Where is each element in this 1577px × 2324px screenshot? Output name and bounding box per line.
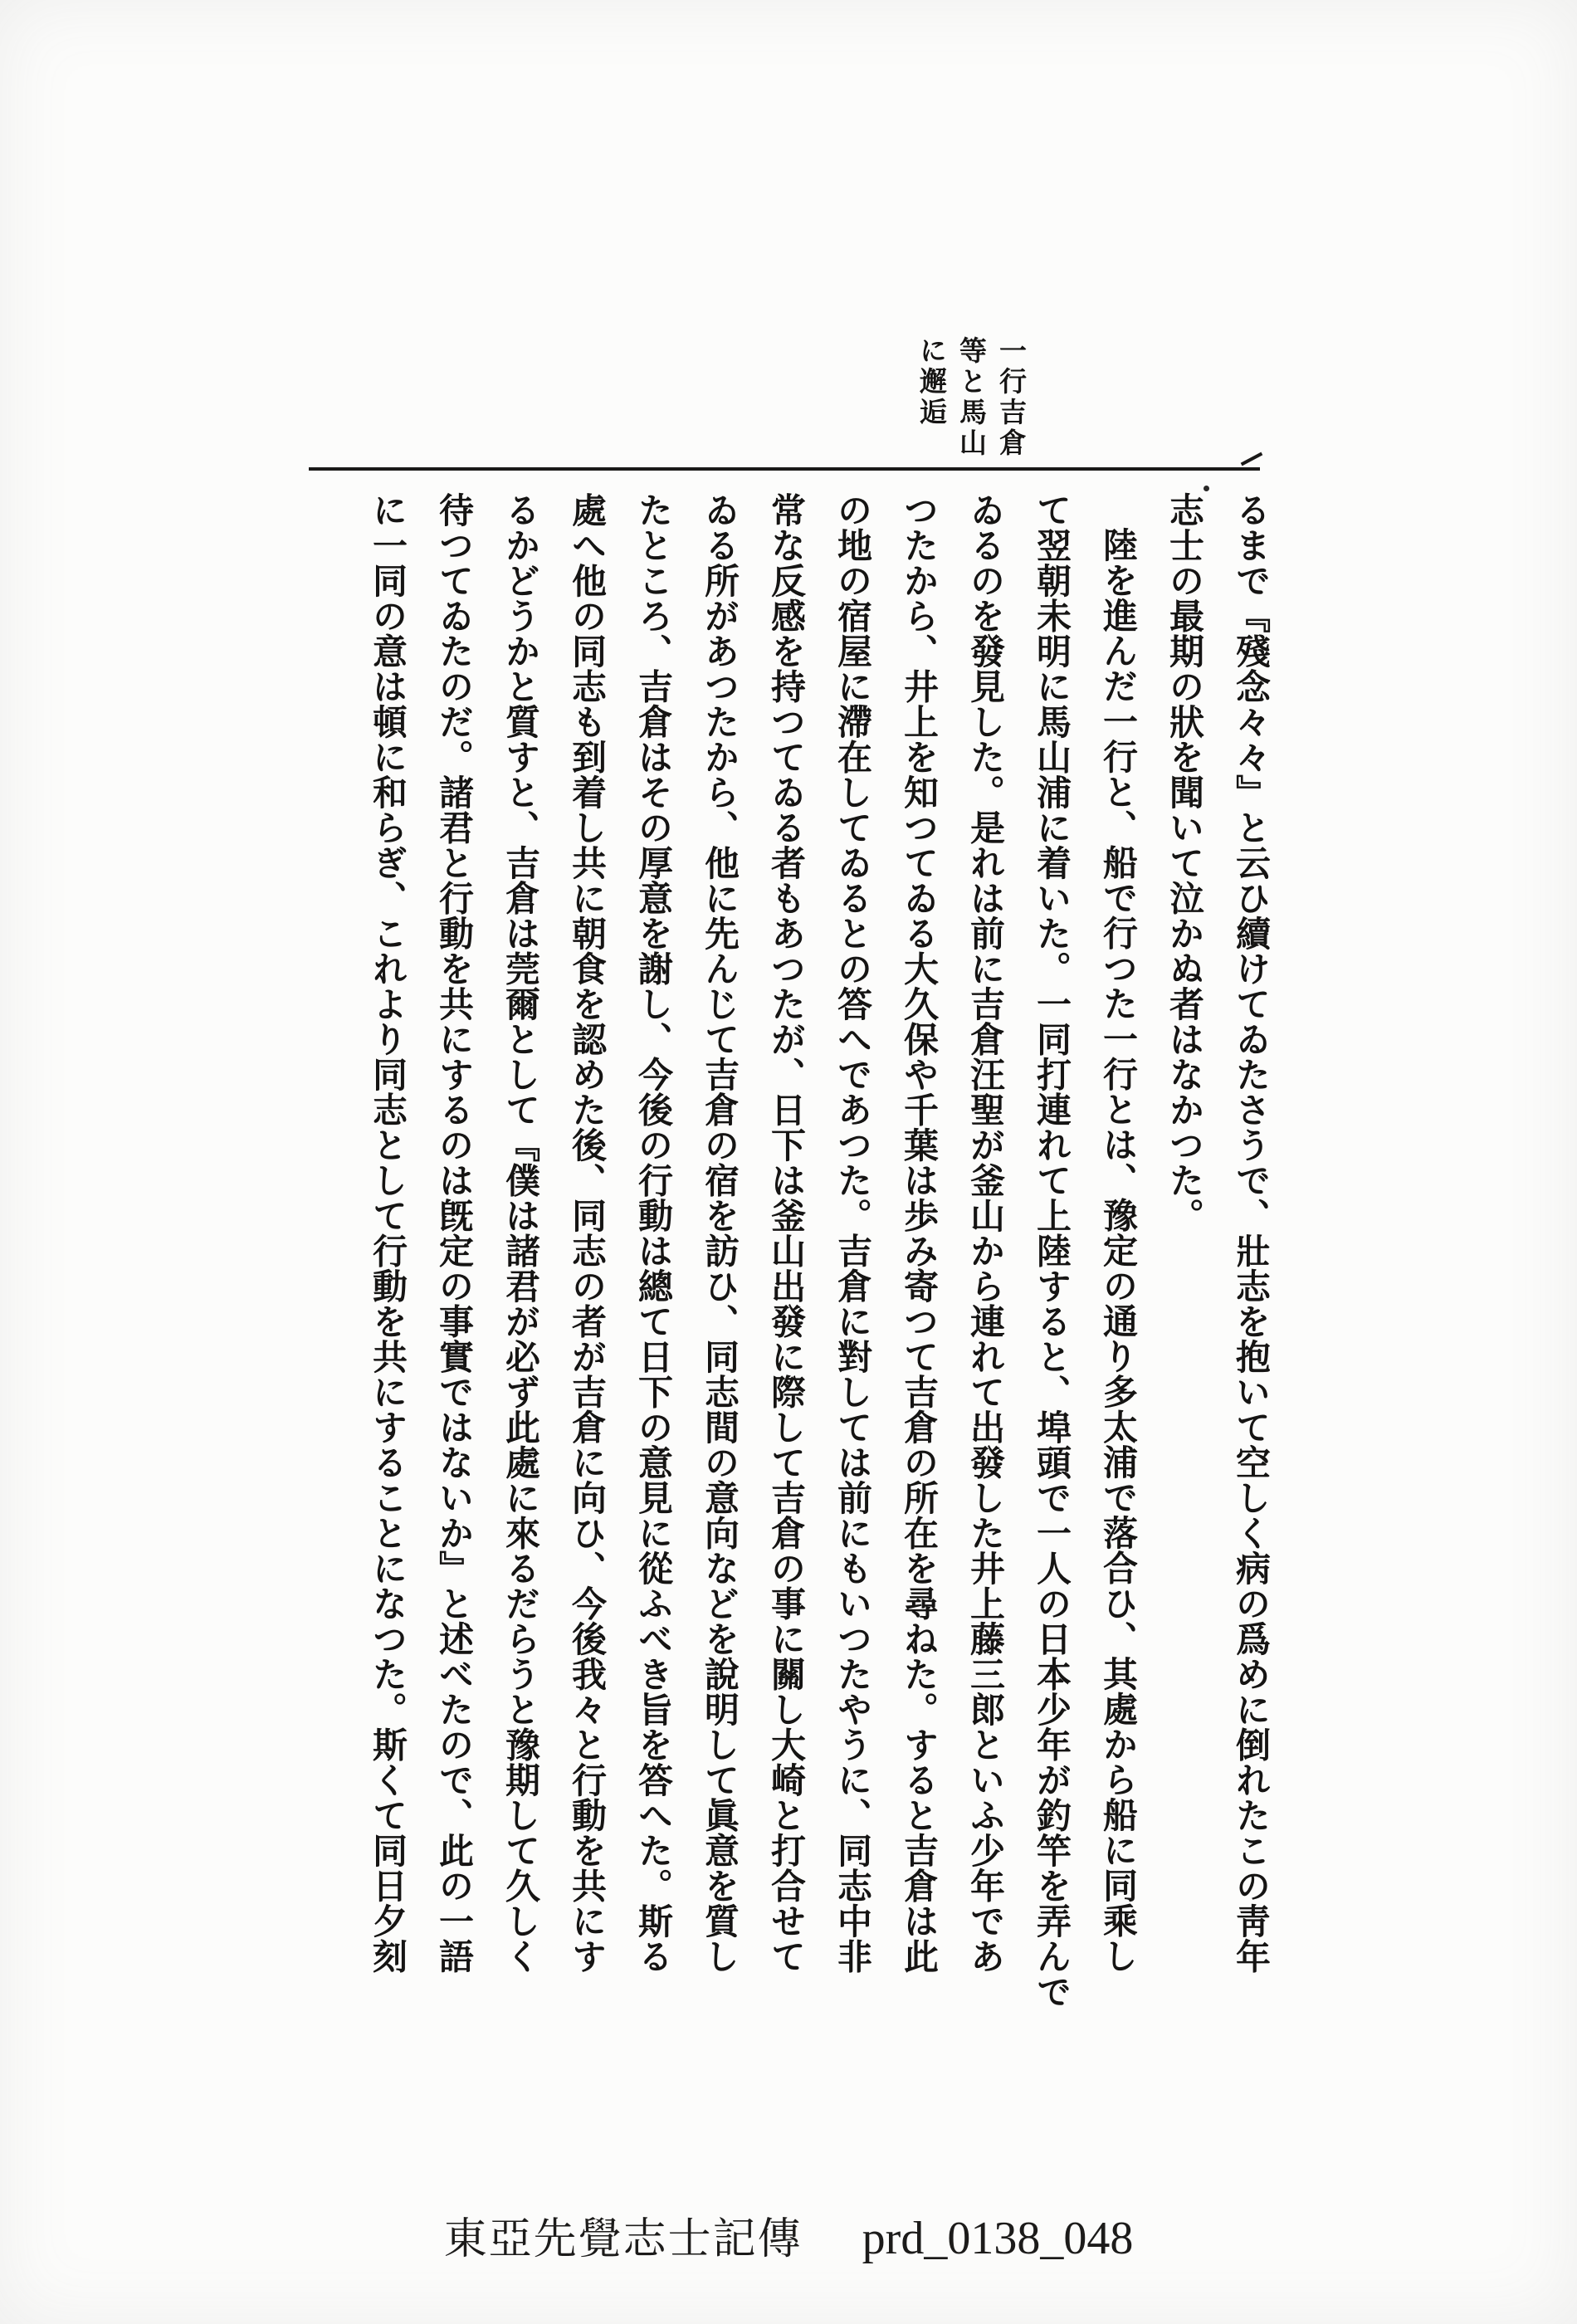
horizontal-divider [309, 467, 1260, 471]
text-column: て翌朝未明に馬山浦に着いた。一同打連れて上陸すると、埠頭で一人の日本少年が釣竿を弄んで [1032, 492, 1072, 2009]
text-column: たところ、吉倉はその厚意を謝し、今後の行動は總て日下の意見に從ふべき旨を答へた。斯る [633, 492, 674, 1974]
margin-note-line: 一行吉倉 [995, 336, 1028, 459]
divider-end-tick [1241, 452, 1263, 466]
scan-speck [1204, 486, 1209, 491]
main-vertical-text [353, 492, 1284, 2024]
text-column: 陸を進んだ一行と、船で行つた一行とは、豫定の通り多太浦で落合ひ、其處から船に同乘し [1098, 527, 1139, 1974]
book-title: 東亞先覺志士記傳 [443, 2214, 803, 2264]
text-column: 常な反感を持つてゐる者もあつたが、日下は釜山出發に際して吉倉の事に關し大崎と打合せて [766, 492, 807, 1974]
text-column: ゐるのを發見した。是れは前に吉倉汪聖が釜山から連れて出發した井上藤三郎といふ少年であ [965, 492, 1006, 1974]
page-code: prd_0138_048 [862, 2213, 1134, 2264]
text-column: の地の宿屋に滯在してゐるとの答へであつた。吉倉に對しては前にもいつたやうに、同志中非 [832, 492, 873, 1974]
text-column: 志士の最期の狀を聞いて泣かぬ者はなかつた。 [1164, 492, 1205, 1233]
text-column: つたから、井上を知つてゐる大久保や千葉は歩み寄つて吉倉の所在を尋ねた。すると吉倉は此 [899, 492, 940, 1974]
text-column: に一同の意は頓に和らぎ、これより同志として行動を共にすることになつた。斯くて同日夕刻 [368, 492, 408, 1974]
text-column: 待つてゐたのだ。諸君と行動を共にするのは旣定の事實ではないか』と述べたので、此の一語 [434, 492, 475, 1974]
margin-note-line: に邂逅 [915, 336, 948, 428]
page-footer [0, 2204, 1577, 2266]
text-column: るかどうかと質すと、吉倉は莞爾として『僕は諸君が必ず此處に來るだらうと豫期して久しく [500, 492, 541, 1974]
margin-note-line: 等と馬山 [955, 336, 988, 459]
text-column: るまで『殘念々々』と云ひ續けてゐたさうで、壯志を抱いて空しく病の爲めに倒れたこの靑年 [1231, 492, 1272, 1974]
text-column: 處へ他の同志も到着し共に朝食を認めた後、同志の者が吉倉に向ひ、今後我々と行動を共にす [567, 492, 608, 1974]
text-column: ゐる所があつたから、他に先んじて吉倉の宿を訪ひ、同志間の意向などを說明して眞意を質し [700, 492, 740, 1974]
